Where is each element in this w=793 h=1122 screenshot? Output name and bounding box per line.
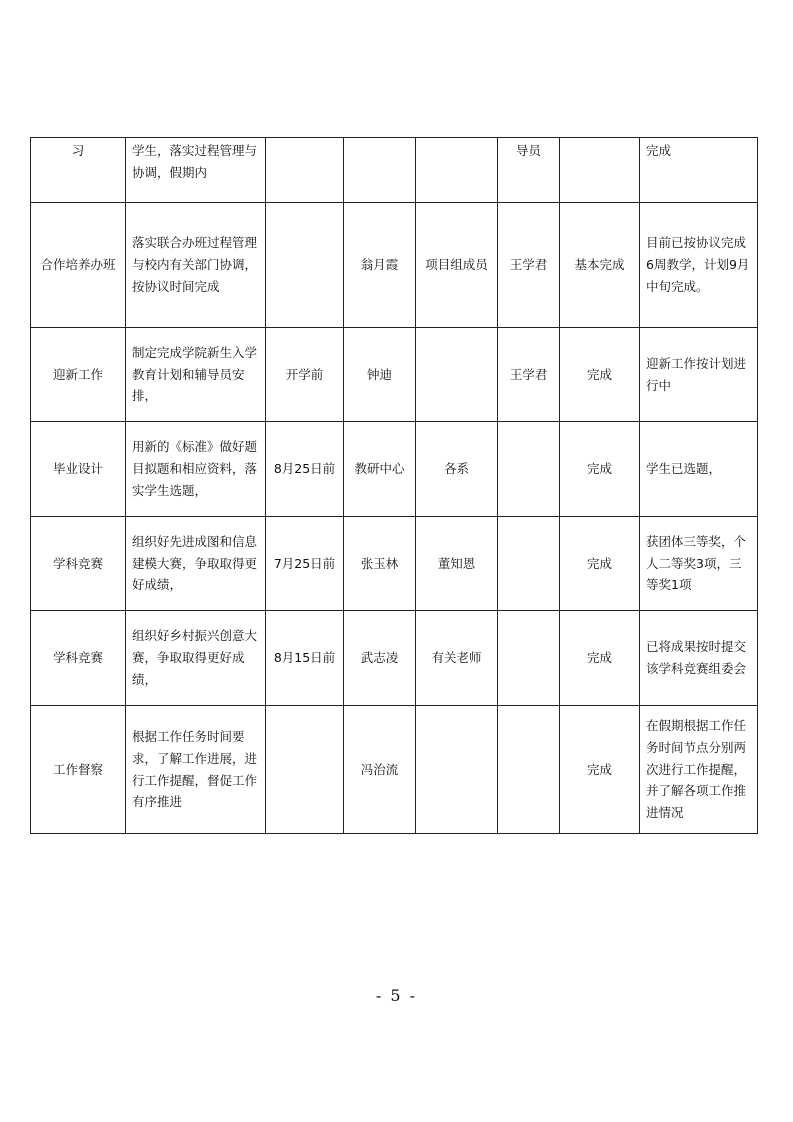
cell-status: 完成 (560, 706, 640, 834)
cell-status: 完成 (560, 611, 640, 706)
cell-remarks: 完成 (640, 138, 758, 203)
cell-remarks: 已将成果按时提交该学科竞赛组委会 (640, 611, 758, 706)
table-row (31, 203, 758, 328)
cell-supervisor (498, 611, 560, 706)
cell-supervisor: 王学君 (498, 328, 560, 422)
table-row (31, 706, 758, 834)
cell-item: 毕业设计 (31, 422, 126, 517)
cell-supervisor: 导员 (498, 138, 560, 203)
table-row (31, 138, 758, 203)
cell-remarks: 学生已选题， (640, 422, 758, 517)
cell-status (560, 138, 640, 203)
cell-owner: 冯治流 (344, 706, 416, 834)
cell-owner: 钟迪 (344, 328, 416, 422)
cell-item: 工作督察 (31, 706, 126, 834)
cell-item: 习 (31, 138, 126, 203)
cell-owner: 翁月霞 (344, 203, 416, 328)
cell-remarks: 在假期根据工作任务时间节点分别两次进行工作提醒，并了解各项工作推进情况 (640, 706, 758, 834)
cell-participants: 有关老师 (416, 611, 498, 706)
cell-participants: 项目组成员 (416, 203, 498, 328)
cell-time: 开学前 (266, 328, 344, 422)
cell-item: 合作培养办班 (31, 203, 126, 328)
cell-content: 组织好先进成图和信息建模大赛，争取取得更好成绩， (126, 517, 266, 611)
cell-owner (344, 138, 416, 203)
cell-item: 迎新工作 (31, 328, 126, 422)
cell-supervisor: 王学君 (498, 203, 560, 328)
cell-content: 学生，落实过程管理与协调，假期内 (126, 138, 266, 203)
cell-time: 8月25日前 (266, 422, 344, 517)
cell-time: 7月25日前 (266, 517, 344, 611)
cell-participants: 董知恩 (416, 517, 498, 611)
cell-status: 完成 (560, 328, 640, 422)
table-row (31, 422, 758, 517)
cell-participants (416, 706, 498, 834)
cell-item: 学科竞赛 (31, 517, 126, 611)
cell-time (266, 706, 344, 834)
cell-content: 根据工作任务时间要求，了解工作进展，进行工作提醒，督促工作有序推进 (126, 706, 266, 834)
cell-supervisor (498, 422, 560, 517)
cell-participants (416, 138, 498, 203)
cell-participants: 各系 (416, 422, 498, 517)
table-row (31, 328, 758, 422)
table-row (31, 517, 758, 611)
cell-remarks: 获团体三等奖，个人二等奖3项，三等奖1项 (640, 517, 758, 611)
cell-owner: 教研中心 (344, 422, 416, 517)
cell-owner: 武志凌 (344, 611, 416, 706)
cell-time: 8月15日前 (266, 611, 344, 706)
work-plan-table (30, 137, 758, 834)
cell-remarks: 迎新工作按计划进行中 (640, 328, 758, 422)
cell-status: 基本完成 (560, 203, 640, 328)
cell-content: 用新的《标准》做好题目拟题和相应资料，落实学生选题， (126, 422, 266, 517)
cell-status: 完成 (560, 517, 640, 611)
cell-remarks: 目前已按协议完成6周教学，计划9月中旬完成。 (640, 203, 758, 328)
cell-supervisor (498, 517, 560, 611)
cell-content: 落实联合办班过程管理与校内有关部门协调，按协议时间完成 (126, 203, 266, 328)
cell-content: 制定完成学院新生入学教育计划和辅导员安排， (126, 328, 266, 422)
cell-time (266, 138, 344, 203)
cell-time (266, 203, 344, 328)
cell-owner: 张玉林 (344, 517, 416, 611)
cell-content: 组织好乡村振兴创意大赛，争取取得更好成绩， (126, 611, 266, 706)
cell-item: 学科竞赛 (31, 611, 126, 706)
cell-supervisor (498, 706, 560, 834)
cell-participants (416, 328, 498, 422)
cell-status: 完成 (560, 422, 640, 517)
table-row (31, 611, 758, 706)
page-number: - 5 - (375, 986, 418, 1005)
